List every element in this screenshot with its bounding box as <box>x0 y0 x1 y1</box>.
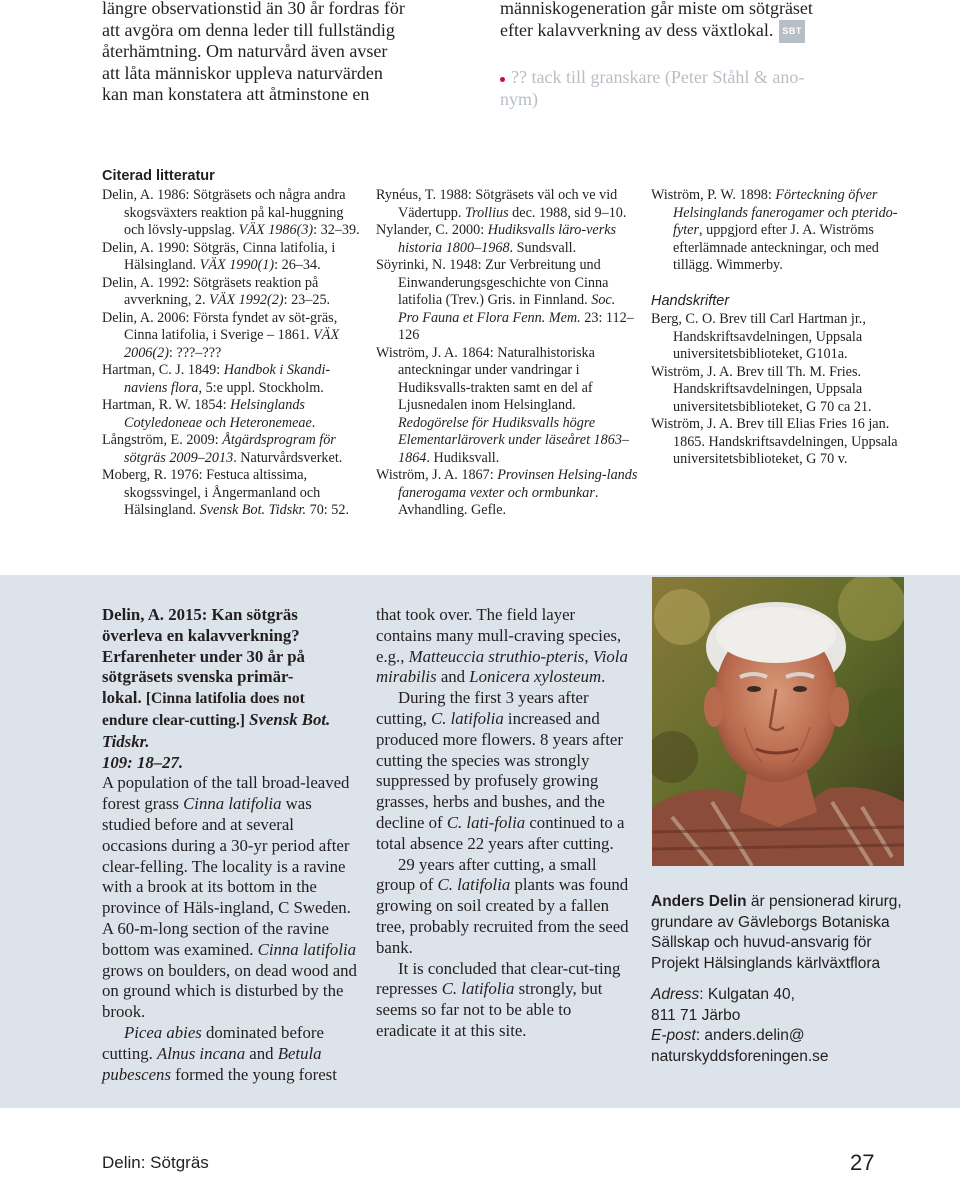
abstract-col-2 <box>376 605 632 1042</box>
reference-item: Berg, C. O. Brev till Carl Hartman jr., Handskriftsavdelningen, Uppsala universitetsbiblioteket, G101a. <box>651 311 866 362</box>
reference-item: Delin, A. 2006: Första fyndet av söt-gräs, Cinna latifolia, i Sverige – 1861. VÄX 2006(2): ???–??? <box>102 309 340 361</box>
text-line: återhämtning. Om naturvård även avser <box>102 41 388 61</box>
title-translation: endure clear-cutting.] <box>102 711 245 729</box>
reference-item: Hartman, C. J. 1849: Handbok i Skandi-naviens flora, 5:e uppl. Stockholm. <box>102 362 331 396</box>
reference-item: Wiström, J. A. 1864: Naturalhistoriska anteckningar under vandringar i Hudiksvalls-trakten samt en del af Ljusnedalen inom Helsingland. Redogörelse för Hudiksvalls högre Elementarläroverk under läseåret 1863–1864. Hudiksvall. <box>376 344 630 466</box>
abstract-title <box>102 605 358 773</box>
title-line: lokal. <box>102 688 142 708</box>
page-number: 27 <box>850 1150 875 1175</box>
address-label: Adress <box>651 986 700 1003</box>
abstract-col-1 <box>102 605 358 1085</box>
references-heading: Citerad litteratur <box>102 168 215 184</box>
handskrifter-heading: Handskrifter <box>651 292 730 309</box>
acknowledgement <box>500 67 900 89</box>
email <box>651 1026 909 1067</box>
reference-item: Delin, A. 1986: Sötgräsets och några andra skogsväxters reaktion på kal-huggning och lövsly-uppslag. VÄX 1986(3): 32–39. <box>102 187 360 238</box>
text-line: kan man konstatera att åtminstone en <box>102 84 370 104</box>
portrait-photo-icon <box>652 577 904 866</box>
address-line: : Kulgatan 40, <box>699 986 795 1003</box>
text-line: att låta människor uppleva naturvärden <box>102 62 383 83</box>
title-line: överleva en kalavverkning? <box>102 625 300 645</box>
journal-volume: 109: 18–27. <box>102 752 184 772</box>
text-line: längre observationstid än 30 år fordras för <box>102 0 405 18</box>
address-line: 811 71 Järbo <box>651 1006 741 1024</box>
reference-item: Wiström, J. A. 1867: Provinsen Helsing-lands fanerogama vexter och ormbunkar. Avhandling. Gefle. <box>376 467 638 518</box>
references-col-3 <box>651 187 909 469</box>
title-line: Delin, A. 2015: Kan sötgräs <box>102 605 298 624</box>
reference-item: Wiström, J. A. Brev till Th. M. Fries. Handskriftsavdelningen, Uppsala universitetsbiblioteket, G 70 ca 21. <box>651 363 872 415</box>
email-line: : anders.delin@ <box>695 1027 805 1044</box>
text-line: att avgöra om denna leder till fullständig <box>102 19 395 40</box>
references-col-1 <box>102 187 364 520</box>
abstract-paragraph: A population of the tall broad-leaved forest grass Cinna latifolia was studied before and at several occasions during a 30-yr period after clear-felling. The locality is a ravine with a brook at its bottom in the province of Häls-ingland, C Sweden. A 60-m-long section of the ravine bottom was examined. Cinna latifolia grows on boulders, on dead wood and on ground which is disturbed by the brook. <box>102 773 357 1022</box>
title-translation: [Cinna latifolia does not <box>145 690 305 708</box>
title-line: Erfarenheter under 30 år på <box>102 646 305 666</box>
reference-item: Delin, A. 1990: Sötgräs, Cinna latifolia, i Hälsingland. VÄX 1990(1): 26–34. <box>102 239 336 273</box>
title-line: sötgräsets svenska primär- <box>102 667 294 687</box>
author-portrait <box>652 577 904 866</box>
abstract-paragraph: It is concluded that clear-cut-ting represses C. latifolia strongly, but seems so far not to be able to eradicate it at this site. <box>376 958 621 1040</box>
running-footer: Delin: Sötgräs <box>102 1153 209 1172</box>
abstract-paragraph: that took over. The field layer contains many mull-craving species, e.g., Matteuccia struthio-pteris, Viola mirabilis and Lonicera xylosteum. <box>376 605 628 687</box>
text-line <box>500 20 900 44</box>
text-line-part: efter kalavverkning av dess växtlokal. <box>500 19 774 40</box>
references-col-2 <box>376 187 638 520</box>
reference-item: Wiström, P. W. 1898: Förteckning öfver Helsinglands fanerogamer och pterido-fyter, uppgjord efter J. A. Wiströms efterlämnade anteckningar, och med tillägg. Wimmerby. <box>651 187 898 273</box>
reference-item: Rynéus, T. 1988: Sötgräsets väl och ve vid Vädertupp. Trollius dec. 1988, sid 9–10. <box>376 187 627 221</box>
email-label: E-post <box>651 1027 696 1044</box>
reference-item: Delin, A. 1992: Sötgräsets reaktion på avverkning, 2. VÄX 1992(2): 23–25. <box>102 274 331 308</box>
reference-item: Söyrinki, N. 1948: Zur Verbreitung und Einwanderungsgeschichte von Cinna latifolia (Trev.) Gris. in Finnland. Soc. Pro Fauna et Flora Fenn. Mem. 23: 112–126 <box>376 257 634 343</box>
text-line: människogeneration går miste om sötgräset <box>500 0 813 18</box>
abstract-paragraph: During the first 3 years after cutting, C. latifolia increased and produced more flowers. 8 years after cutting the species was strongly suppressed by profusely growing grasses, herbs and bushes, and the decline of C. lati-folia continued to a total absence 22 years after cutting. <box>376 688 625 853</box>
top-left-text <box>102 0 462 106</box>
journal-name: Svensk Bot. Tidskr. <box>102 709 331 751</box>
reference-item: Moberg, R. 1976: Festuca altissima, skogssvingel, i Ångermanland och Hälsingland. Svensk Bot. Tidskr. 70: 52. <box>102 467 350 518</box>
address <box>651 985 909 1026</box>
ack-line: ?? tack till granskare (Peter Ståhl & ano- <box>511 67 805 88</box>
bio-text: är pensionerad kirurg, grundare av Gävleborgs Botaniska Sällskap och huvud-ansvarig för Projekt Hälsinglands kärlväxtflora <box>651 893 902 972</box>
sbt-logo: SBT <box>779 20 805 44</box>
reference-item: Långström, E. 2009: Åtgärdsprogram för sötgräs 2009–2013. Naturvårdsverket. <box>102 432 343 466</box>
top-right-text <box>500 0 900 110</box>
reference-item: Hartman, R. W. 1854: Helsinglands Cotyledoneae och Heteronemeae. <box>102 397 316 431</box>
abstract-paragraph: Picea abies dominated before cutting. Alnus incana and Betula pubescens formed the young forest <box>102 1022 337 1084</box>
ack-line: nym) <box>500 88 538 109</box>
reference-item: Nylander, C. 2000: Hudiksvalls läro-verks historia 1800–1968. Sundsvall. <box>376 222 617 256</box>
bullet-icon <box>500 77 505 82</box>
abstract-paragraph: 29 years after cutting, a small group of C. latifolia plants was found growing on soil created by a fallen tree, probably recruited from the seed bank. <box>376 854 629 957</box>
reference-item: Wiström, J. A. Brev till Elias Fries 16 jan. 1865. Handskriftsavdelningen, Uppsala universitetsbiblioteket, G 70 v. <box>651 416 898 467</box>
bio-paragraph <box>651 892 909 974</box>
author-name: Anders Delin <box>651 893 747 910</box>
email-line: naturskyddsforeningen.se <box>651 1047 829 1065</box>
author-bio <box>651 892 909 1067</box>
